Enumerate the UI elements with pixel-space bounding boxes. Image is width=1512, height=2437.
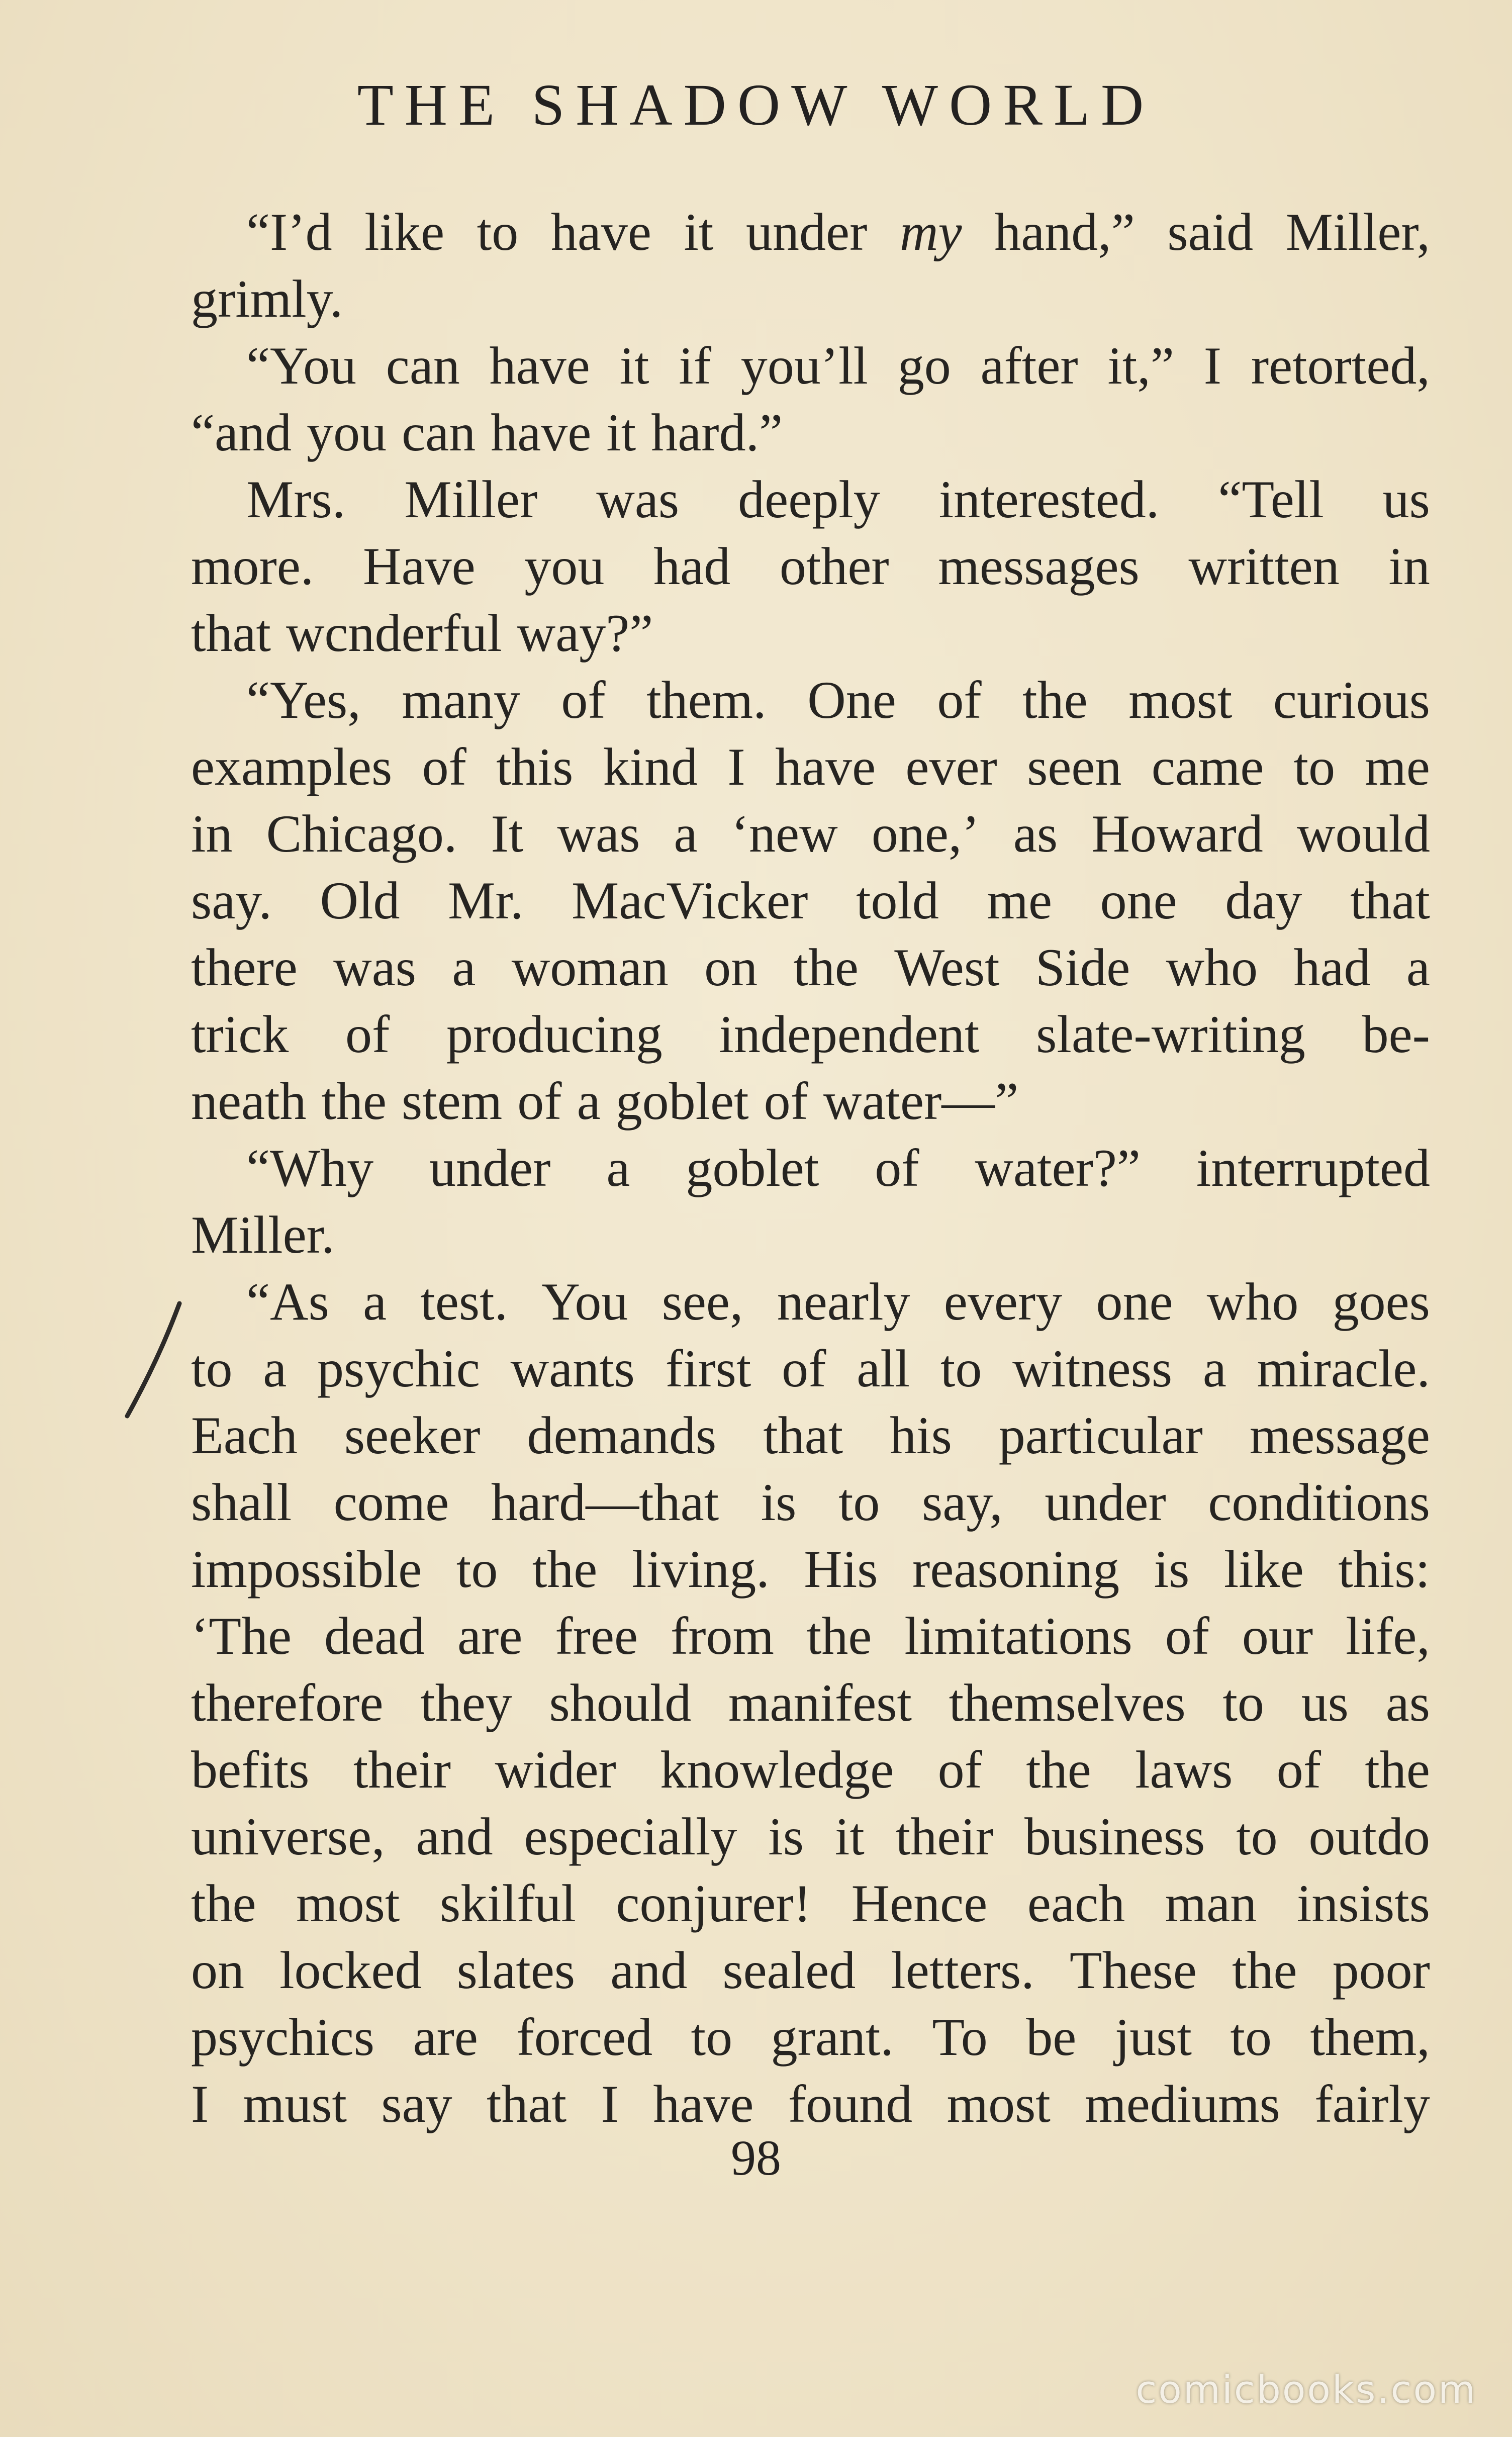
text-line: examples of this kind I have ever seen came to me xyxy=(191,737,1430,796)
text-line: more. Have you had other messages written in xyxy=(191,537,1430,596)
text-line: “and you can have it hard.” xyxy=(191,403,783,462)
text-line: “As a test. You see, nearly every one who goes xyxy=(246,1272,1430,1331)
text-line: on locked slates and sealed letters. These the poor xyxy=(191,1941,1430,2000)
text-line: say. Old Mr. MacVicker told me one day that xyxy=(191,871,1430,930)
text-line: shall come hard—that is to say, under conditions xyxy=(191,1473,1430,1532)
text-line: “I’d like to have it under my hand,” said Miller, xyxy=(246,203,1430,261)
text-line: there was a woman on the West Side who had a xyxy=(191,938,1430,997)
text-line: that wcnderful way?” xyxy=(191,604,653,663)
text-line: to a psychic wants first of all to witness a miracle. xyxy=(191,1339,1430,1398)
pencil-margin-mark xyxy=(123,1299,183,1420)
text-line: “Why under a goblet of water?” interrupted xyxy=(246,1139,1430,1197)
text-line: Mrs. Miller was deeply interested. “Tell us xyxy=(246,470,1430,529)
text-line: ‘The dead are free from the limitations of our life, xyxy=(191,1607,1430,1665)
text-line: psychics are forced to grant. To be just to them, xyxy=(191,2008,1430,2067)
text-line: befits their wider knowledge of the laws of the xyxy=(191,1740,1430,1799)
watermark-text: comicbooks.com xyxy=(1136,2367,1477,2412)
page-number: 98 xyxy=(731,2130,781,2186)
text-line: I must say that I have found most mediums fairly xyxy=(191,2075,1430,2133)
text-line: universe, and especially is it their business to outdo xyxy=(191,1807,1430,1866)
text-line: “You can have it if you’ll go after it,” I retorted, xyxy=(246,336,1430,395)
text-line: impossible to the living. His reasoning is like this: xyxy=(191,1540,1430,1599)
text-line: Each seeker demands that his particular message xyxy=(191,1406,1430,1465)
text-line: therefore they should manifest themselves to us as xyxy=(191,1673,1430,1732)
body-text xyxy=(191,199,1430,2137)
text-line: Miller. xyxy=(191,1205,335,1264)
text-line: grimly. xyxy=(191,269,343,328)
text-line: in Chicago. It was a ‘new one,’ as Howard would xyxy=(191,804,1430,863)
text-line: “Yes, many of them. One of the most curious xyxy=(246,671,1430,729)
text-line: trick of producing independent slate-writing be- xyxy=(191,1005,1430,1064)
text-line: the most skilful conjurer! Hence each man insists xyxy=(191,1874,1430,1933)
text-line: neath the stem of a goblet of water—” xyxy=(191,1072,1019,1131)
running-head: THE SHADOW WORLD xyxy=(357,72,1155,138)
